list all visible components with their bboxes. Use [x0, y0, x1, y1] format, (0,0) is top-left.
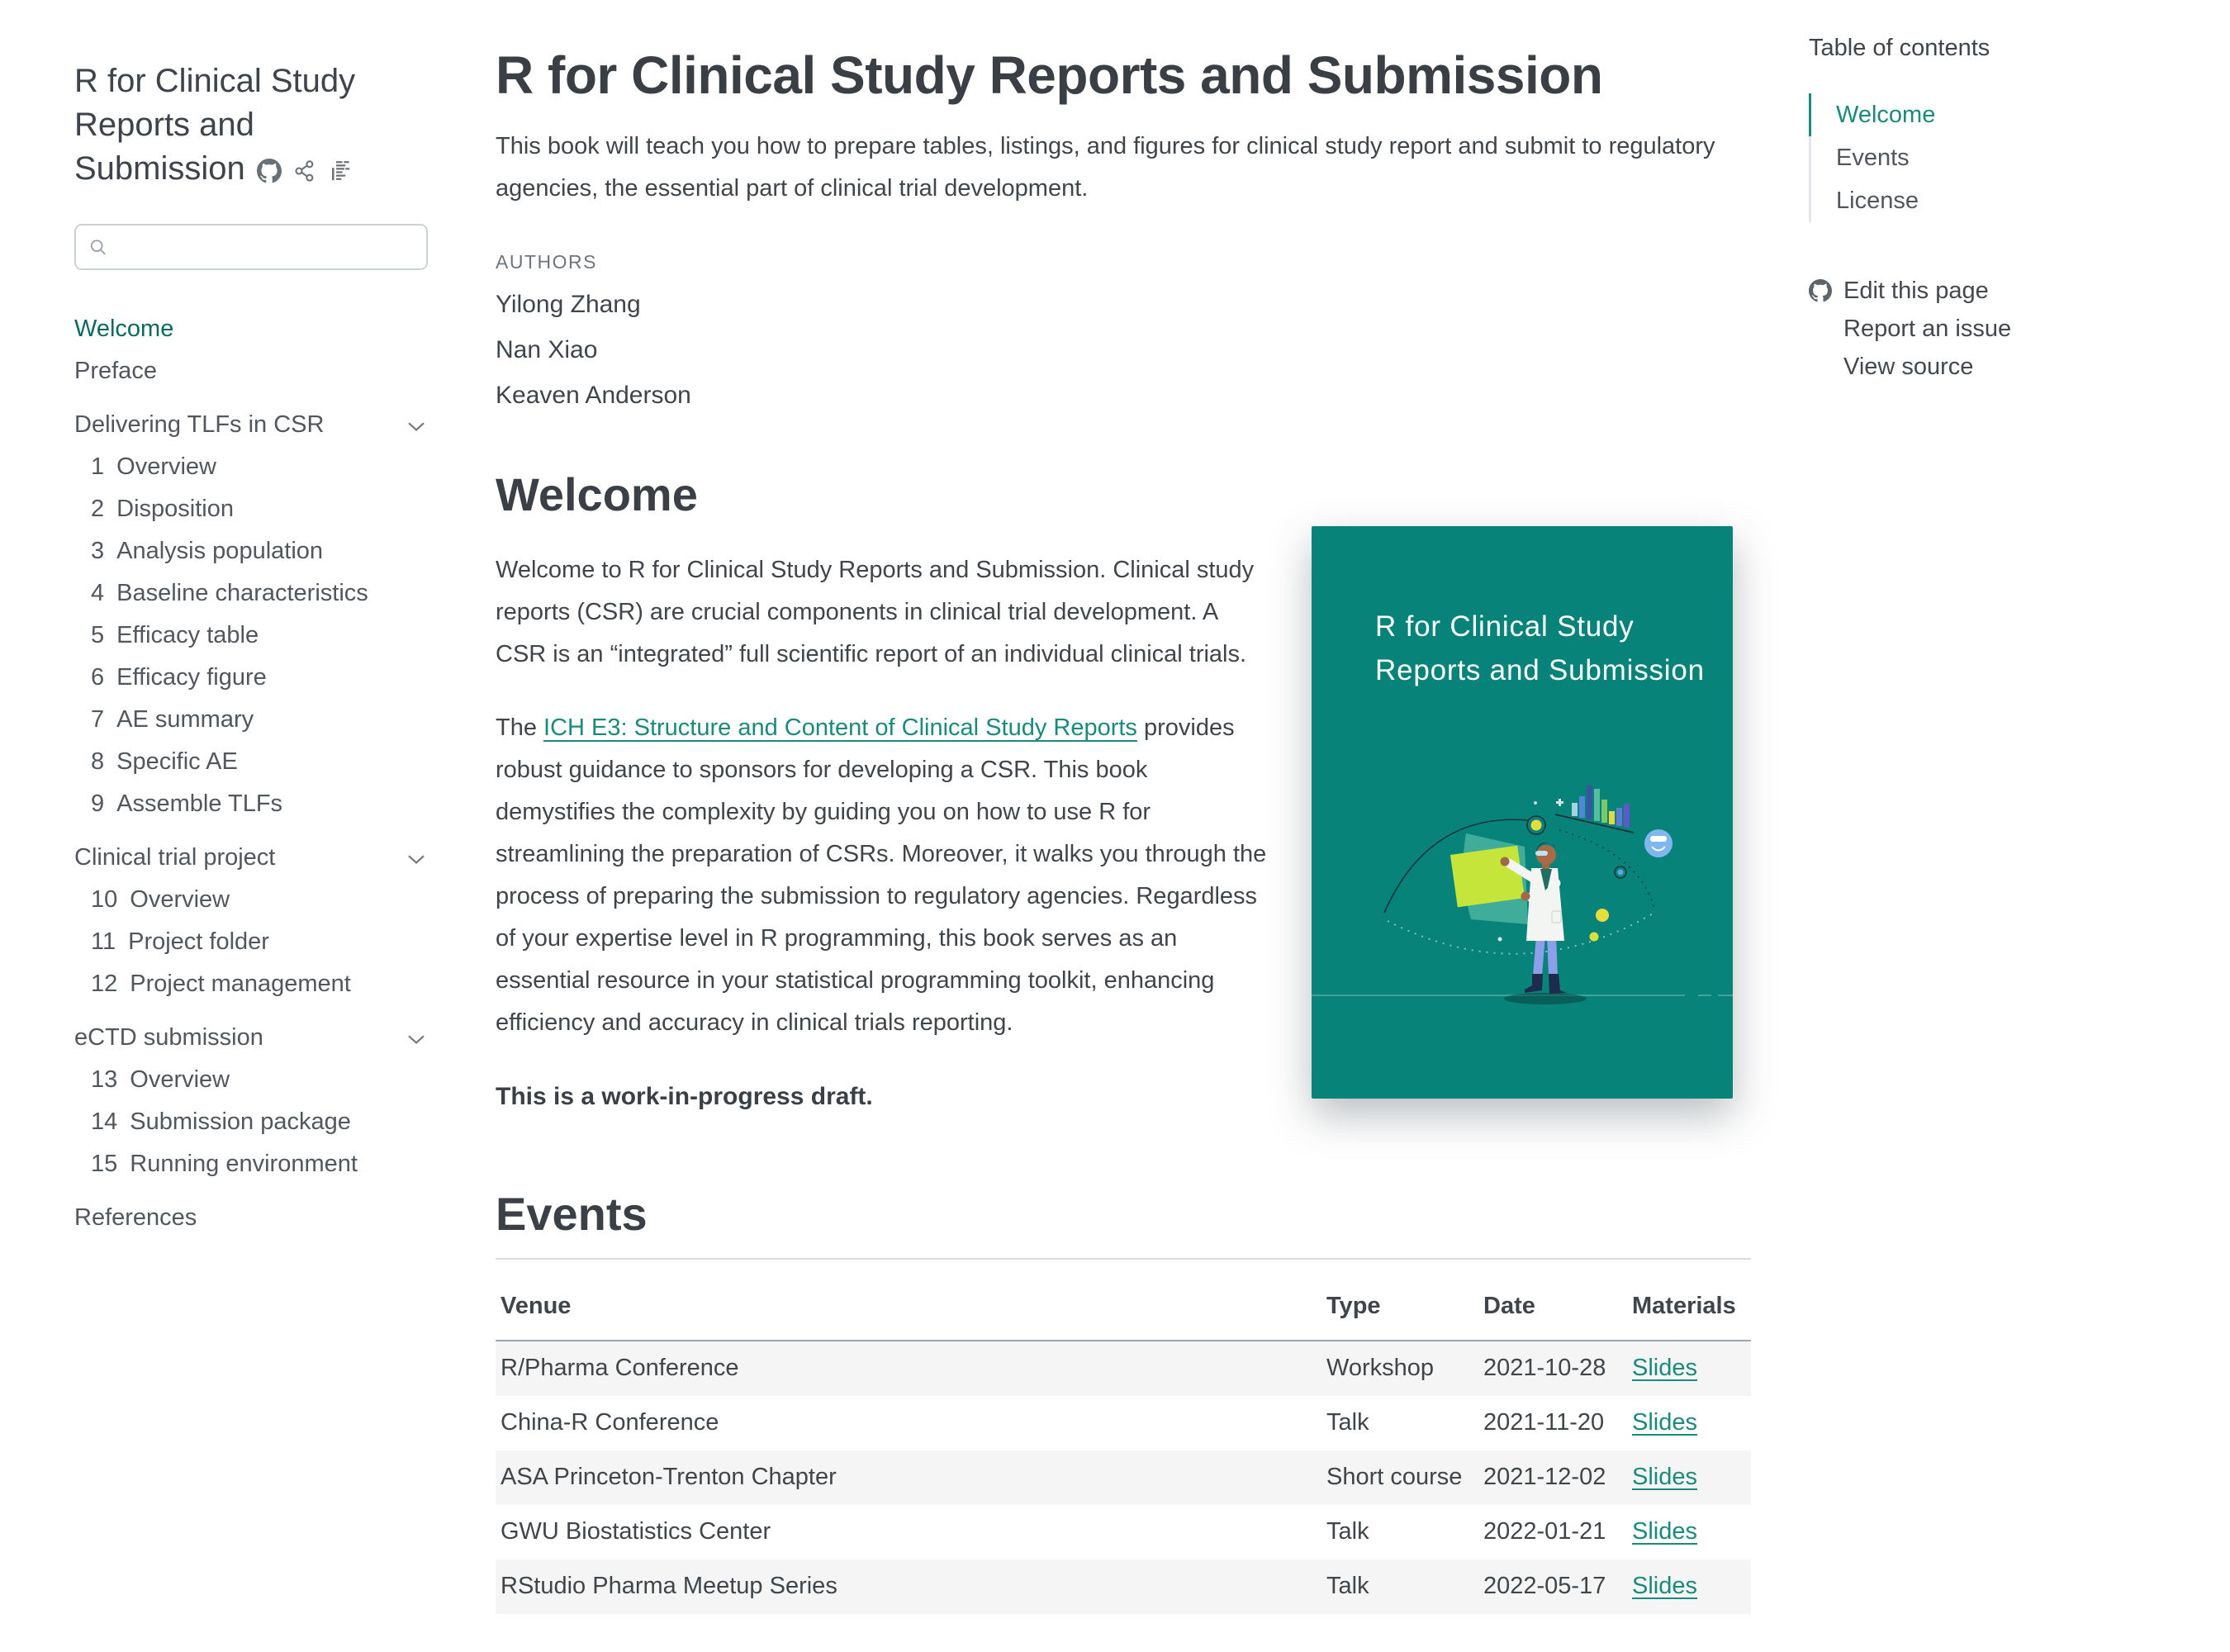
- author-keaven-anderson: Keaven Anderson: [496, 381, 691, 409]
- chapter-number: 3: [91, 538, 105, 564]
- column-header-venue: Venue: [496, 1260, 1321, 1341]
- cell-venue: RStudio Pharma Meetup Series: [501, 1572, 837, 1599]
- cover-title-line1: R for Clinical Study: [1375, 610, 1635, 643]
- cell-type: Talk: [1326, 1517, 1369, 1545]
- events-heading: Events: [496, 1188, 648, 1241]
- cell-date: 2022-05-17: [1483, 1572, 1606, 1599]
- sidebar-book-title: [74, 59, 398, 191]
- cell-type: Short course: [1326, 1463, 1463, 1490]
- draft-note: This is a work-in-progress draft.: [496, 1083, 873, 1111]
- chapter-number: 13: [91, 1066, 118, 1093]
- sidebar-section-label: Clinical trial project: [74, 844, 276, 871]
- toc-action-link-report-an-issue[interactable]: Report an issue: [1843, 315, 2012, 342]
- chapter-label: Running environment: [130, 1151, 358, 1177]
- sidebar-item-references[interactable]: References: [74, 1204, 197, 1231]
- chapter-label: Specific AE: [116, 748, 238, 775]
- toc-item-welcome: [1811, 93, 2205, 136]
- cell-type: Talk: [1326, 1572, 1369, 1599]
- cell-materials: [1627, 1396, 1751, 1450]
- page-title: R for Clinical Study Reports and Submission: [496, 45, 1603, 105]
- chevron-down-icon[interactable]: [406, 416, 426, 436]
- toc-action-link-edit-this-page[interactable]: Edit this page: [1843, 277, 1989, 304]
- toc-nav: [1809, 93, 2205, 222]
- search-input[interactable]: [117, 234, 413, 261]
- cell-type: Talk: [1326, 1408, 1369, 1436]
- chapter-number: 10: [91, 886, 118, 913]
- cell-venue: R/Pharma Conference: [501, 1354, 739, 1381]
- chapter-label: Analysis population: [116, 538, 324, 564]
- column-header-date: Date: [1478, 1260, 1627, 1341]
- toc-link-welcome[interactable]: Welcome: [1836, 101, 1936, 128]
- sidebar-chapter-5-efficacy-table[interactable]: [74, 615, 431, 657]
- sidebar-chapter-3-analysis-population[interactable]: [74, 530, 431, 572]
- sidebar-chapter-11-project-folder[interactable]: [74, 921, 431, 963]
- sidebar-chapter-8-specific-ae[interactable]: [74, 741, 431, 783]
- column-header-materials: Materials: [1627, 1260, 1751, 1341]
- chapter-label: Assemble TLFs: [116, 790, 283, 817]
- chapter-number: 11: [91, 928, 116, 955]
- sidebar-title-icons: [257, 159, 353, 183]
- cell-date: 2021-11-20: [1483, 1408, 1605, 1436]
- welcome-heading: Welcome: [496, 468, 698, 520]
- sidebar-nav: [74, 308, 431, 1239]
- sidebar-section-label: eCTD submission: [74, 1024, 263, 1051]
- chapter-label: Efficacy figure: [116, 664, 267, 691]
- sidebar-chapter-13-overview[interactable]: [74, 1059, 431, 1101]
- slides-link[interactable]: Slides: [1632, 1572, 1697, 1599]
- sidebar-chapter-1-overview[interactable]: [74, 446, 431, 488]
- toc-item-events: [1811, 136, 2205, 179]
- cell-date: 2021-10-28: [1483, 1354, 1606, 1381]
- cell-venue: GWU Biostatistics Center: [501, 1517, 771, 1545]
- cell-venue: China-R Conference: [501, 1408, 719, 1436]
- chapter-number: 9: [91, 790, 105, 817]
- authors-label: AUTHORS: [496, 250, 597, 273]
- toc-link-license[interactable]: License: [1836, 187, 1919, 214]
- sidebar-item-welcome[interactable]: Welcome: [74, 316, 174, 342]
- slides-link[interactable]: Slides: [1632, 1463, 1697, 1490]
- paragraph-2-pre: The: [496, 714, 544, 742]
- sidebar-section-title-clinical-trial-project[interactable]: [74, 837, 431, 879]
- authors-list: [496, 291, 1751, 410]
- sidebar-section-delivering-tlfs-in-csr: [74, 404, 431, 825]
- toc-action-link-view-source[interactable]: View source: [1843, 353, 1974, 380]
- sidebar-chapter-4-baseline-characteristics[interactable]: [74, 572, 431, 615]
- table-row-r-pharma-conference: [496, 1341, 1751, 1396]
- sidebar-section-clinical-trial-project: [74, 837, 431, 1005]
- paragraph-1: Welcome to R for Clinical Study Reports and Submission. Clinical study reports (CSR) are crucial components in clinical trial development. A CSR is an “integrated” full scientific report of an individual clinical trials.: [496, 557, 1255, 668]
- welcome-prose: [496, 549, 1268, 1118]
- slides-icon[interactable]: [328, 159, 353, 183]
- chevron-down-icon[interactable]: [406, 1029, 426, 1049]
- cell-materials: [1627, 1505, 1751, 1559]
- chapter-label: Disposition: [116, 496, 234, 522]
- chapter-label: Project management: [130, 971, 351, 997]
- sidebar-chapter-2-disposition[interactable]: [74, 488, 431, 530]
- sidebar-chapter-6-efficacy-figure[interactable]: [74, 657, 431, 699]
- cover-title: [1375, 605, 1705, 692]
- chapter-number: 1: [91, 453, 105, 480]
- paragraph-2-post: provides robust guidance to sponsors for developing a CSR. This book demystifies the complexity by guiding you on how to use R for streamlining the preparation of CSRs. Moreover, it walks you through the process of preparing the submission to regulatory agencies. Regardless of your expertise level in R programming, this book serves as an essential resource in your statistical programming toolkit, enhancing efficiency and accuracy in clinical trials reporting.: [496, 714, 1267, 1037]
- chapter-label: Overview: [130, 886, 230, 913]
- cell-type: Workshop: [1326, 1354, 1435, 1381]
- sidebar-section-title-ectd-submission[interactable]: [74, 1017, 431, 1059]
- chapter-number: 4: [91, 580, 105, 606]
- sidebar-chapter-14-submission-package[interactable]: [74, 1101, 431, 1143]
- search-box[interactable]: [74, 224, 428, 270]
- toc-links: [1809, 272, 2205, 386]
- github-icon[interactable]: [257, 159, 282, 183]
- chapter-label: Efficacy table: [116, 622, 259, 648]
- page-subtitle: This book will teach you how to prepare tables, listings, and figures for clinical study report and submit to regulatory agencies, the essential part of clinical trial development.: [496, 132, 1715, 202]
- chevron-down-icon[interactable]: [406, 849, 426, 869]
- table-row-china-r-conference: [496, 1396, 1751, 1450]
- chapter-label: Submission package: [130, 1108, 351, 1135]
- events-table: [496, 1260, 1751, 1614]
- toc-action-edit-this-page: [1809, 272, 2205, 310]
- chapter-number: 8: [91, 748, 105, 775]
- cell-materials: [1627, 1450, 1751, 1505]
- chapter-number: 14: [91, 1108, 118, 1135]
- ich-e3-link[interactable]: ICH E3: Structure and Content of Clinical Study Reports: [543, 714, 1137, 742]
- events-table-header-row: [496, 1260, 1751, 1341]
- chapter-label: Baseline characteristics: [116, 580, 368, 606]
- cell-date: 2021-12-02: [1483, 1463, 1606, 1490]
- slides-link[interactable]: Slides: [1632, 1517, 1697, 1545]
- slides-link[interactable]: Slides: [1632, 1408, 1697, 1436]
- slides-link[interactable]: Slides: [1632, 1354, 1697, 1381]
- chapter-number: 7: [91, 706, 105, 733]
- github-icon: [1809, 279, 1832, 302]
- share-icon[interactable]: [293, 159, 316, 183]
- paragraph-2: [496, 707, 1268, 1044]
- sidebar-chapter-10-overview[interactable]: [74, 879, 431, 921]
- cell-venue: ASA Princeton-Trenton Chapter: [501, 1463, 837, 1490]
- sidebar-item-preface[interactable]: Preface: [74, 358, 157, 384]
- chapter-label: AE summary: [116, 706, 254, 733]
- book-cover-image: [1312, 526, 1733, 1099]
- cell-materials: [1627, 1341, 1751, 1396]
- sidebar: [74, 59, 431, 1239]
- chapter-label: Overview: [116, 453, 216, 480]
- sidebar-section-label: Delivering TLFs in CSR: [74, 411, 325, 438]
- chapter-number: 2: [91, 496, 105, 522]
- sidebar-chapter-15-running-environment[interactable]: [74, 1143, 431, 1185]
- cell-materials: [1627, 1559, 1751, 1614]
- sidebar-chapter-12-project-management[interactable]: [74, 963, 431, 1005]
- table-row-rstudio-pharma-meetup-series: [496, 1559, 1751, 1614]
- toc-action-view-source: [1809, 348, 2205, 386]
- chapter-label: Overview: [130, 1066, 230, 1093]
- toc-link-events[interactable]: Events: [1836, 144, 1910, 171]
- cell-date: 2022-01-21: [1483, 1517, 1606, 1545]
- chapter-number: 12: [91, 971, 118, 997]
- author-nan-xiao: Nan Xiao: [496, 335, 598, 363]
- toc-item-license: [1811, 179, 2205, 222]
- table-of-contents: [1809, 35, 2205, 386]
- sidebar-section-ectd-submission: [74, 1017, 431, 1185]
- sidebar-book-title-text: R for Clinical Study Reports and Submission: [74, 63, 356, 187]
- chapter-number: 6: [91, 664, 105, 691]
- table-row-gwu-biostatistics-center: [496, 1505, 1751, 1559]
- chapter-label: Project folder: [128, 928, 269, 955]
- chapter-number: 5: [91, 622, 105, 648]
- toc-action-report-an-issue: [1809, 310, 2205, 348]
- sidebar-section-title-delivering-tlfs-in-csr[interactable]: [74, 404, 431, 446]
- sidebar-chapter-9-assemble-tlfs[interactable]: [74, 783, 431, 825]
- toc-heading: Table of contents: [1809, 35, 1990, 61]
- sidebar-chapter-7-ae-summary[interactable]: [74, 699, 431, 741]
- cover-title-line2: Reports and Submission: [1375, 654, 1705, 686]
- chapter-number: 15: [91, 1151, 118, 1177]
- column-header-type: Type: [1321, 1260, 1478, 1341]
- table-row-asa-princeton-trenton-chapter: [496, 1450, 1751, 1505]
- author-yilong-zhang: Yilong Zhang: [496, 290, 641, 318]
- search-icon: [89, 236, 107, 259]
